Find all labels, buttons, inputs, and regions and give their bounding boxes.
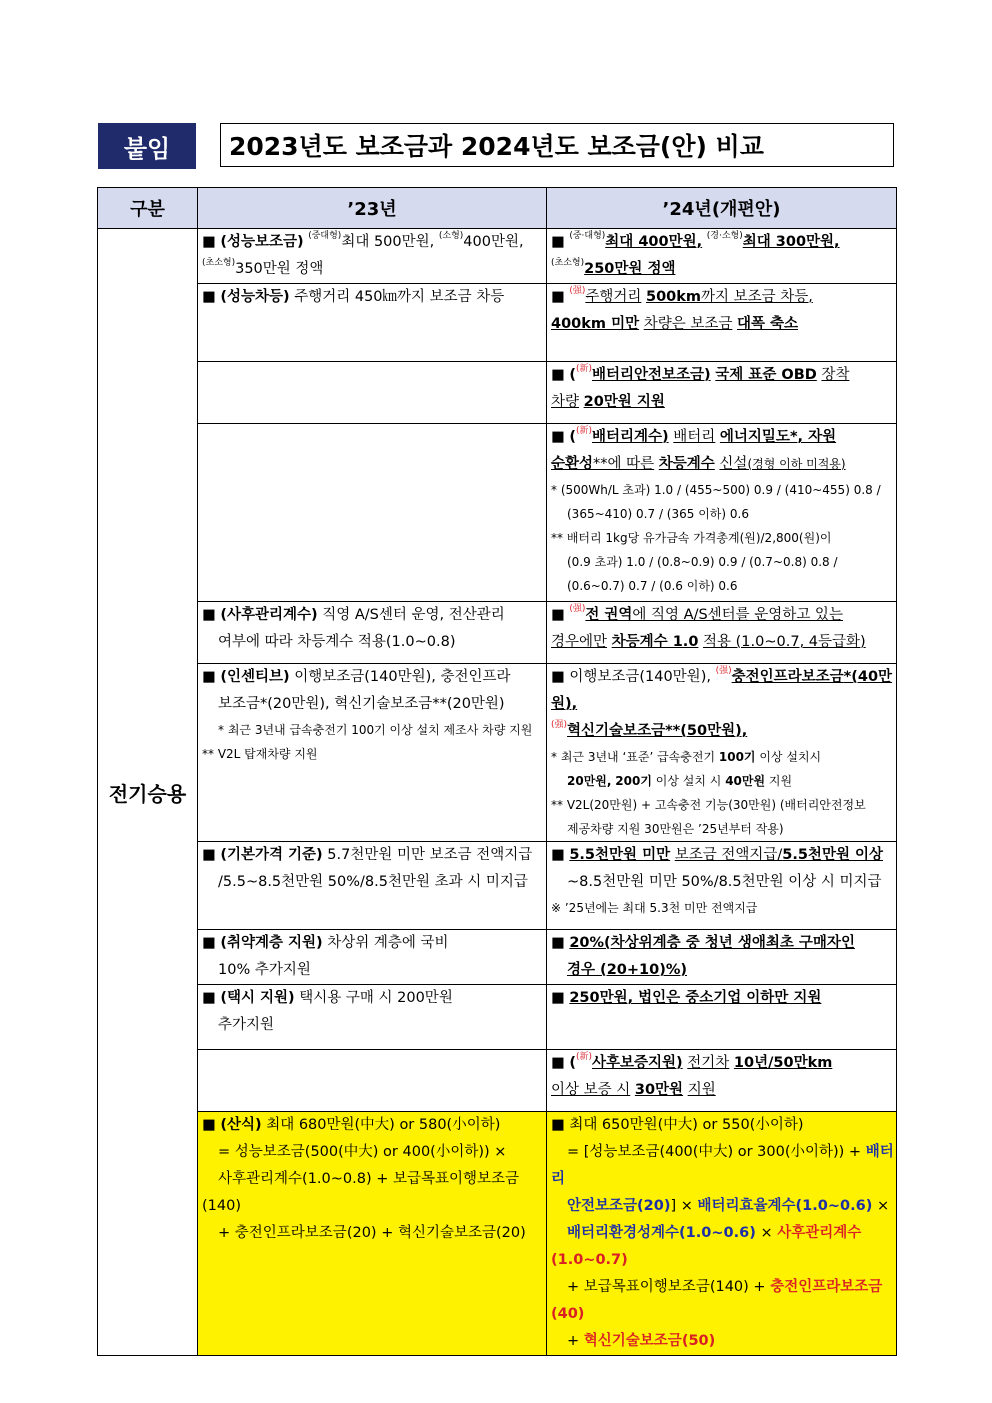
comparison-table (97, 187, 897, 1356)
table-row (98, 362, 897, 424)
cell-2024-performance-diff: ■ $^{(强)}$주행거리 500km까지 보조금 차등, 400km 미만 차량은 보조금 대폭 축소 (547, 284, 897, 362)
attachment-tag: 붙임 (98, 123, 196, 169)
table-row (98, 424, 897, 602)
col-header-category: 구분 (98, 188, 198, 229)
cell-2024-performance-subsidy: ■ $^{(중\cdot 대형)}$최대 400만원, $^{(경\cdot 소형)}$최대 300만원, $^{(초소형)}$250만원 정액 (547, 229, 897, 284)
table-row (98, 985, 897, 1050)
cell-2023-empty (198, 424, 547, 602)
cell-2024-vulnerable: ■ 20%(차상위계층 중 청년 생애최초 구매자인 경우 (20+10)%) (547, 930, 897, 985)
table-row (98, 930, 897, 985)
cell-2024-battery-safety: ■ ($^{(新)}$배터리안전보조금) 국제 표준 OBD 장착 차량 20만원 지원 (547, 362, 897, 424)
cell-2024-taxi: ■ 250만원, 법인은 중소기업 이하만 지원 (547, 985, 897, 1050)
cell-2023-empty (198, 1050, 547, 1112)
table-row (98, 842, 897, 930)
cell-2023-performance-diff: ■ (성능차등) 주행거리 450㎞까지 보조금 차등 (198, 284, 547, 362)
table-row (98, 229, 897, 284)
cell-2023-formula: ■ (산식) 최대 680만원(中大) or 580(小이하) = 성능보조금(500(中大) or 400(小이하)) × 사후관리계수(1.0~0.8) + 보급목표이행보조금(140) + 충전인프라보조금(20) + 혁신기술보조금(20) (198, 1112, 547, 1356)
page-header (98, 123, 896, 169)
table-row (98, 664, 897, 842)
cell-2024-after-service: ■ $^{(强)}$전 권역에 직영 A/S센터를 운영하고 있는 경우에만 차등계수 1.0 적용 (1.0~0.7, 4등급화) (547, 602, 897, 664)
cell-2023-performance-subsidy: ■ (성능보조금) $^{(중대형)}$최대 500만원, $^{(소형)}$400만원, $^{(초소형)}$350만원 정액 (198, 229, 547, 284)
cell-2024-formula: ■ 최대 650만원(中大) or 550(小이하) = [성능보조금(400(中大) or 300(小이하)) + 배터리 안전보조금(20)] × 배터리효율계수(1.0~0.6) × 배터리환경성계수(1.0~0.6) × 사후관리계수(1.0~0.7) + 보급목표이행보조금(140) + 충전인프라보조금(40) + 혁신기술보조금(50) (547, 1112, 897, 1356)
cell-2024-battery-coefficient: ■ ($^{(新)}$배터리계수) 배터리 에너지밀도*, 자원 순환성**에 따른 차등계수 신설(경형 이하 미적용) * (500Wh/L 초과) 1.0 / (455~500) 0.9 / (410~455) 0.8 / (365~410) 0.7 / (365 이하) 0.6 ** 배터리 1kg당 유가금속 가격총계(원)/2,800(원)이 (0.9 초과) 1.0 / (0.8~0.9) 0.9 / (0.7~0.8) 0.8 / (0.6~0.7) 0.7 / (0.6 이하) 0.6 (547, 424, 897, 602)
cell-2024-incentive: ■ 이행보조금(140만원), $^{(强)}$충전인프라보조금*(40만원), $^{(强)}$혁신기술보조금**(50만원), * 최근 3년내 ‘표준’ 급속충전기 100기 이상 설치시 20만원, 200기 이상 설치 시 40만원 지원 ** V2L(20만원) + 고속충전 기능(30만원) (배터리안전정보 제공차량 지원 30만원은 ’25년부터 작용) (547, 664, 897, 842)
col-header-2023: ’23년 (198, 188, 547, 229)
cell-2023-vulnerable: ■ (취약계층 지원) 차상위 계층에 국비 10% 추가지원 (198, 930, 547, 985)
page-title: 2023년도 보조금과 2024년도 보조금(안) 비교 (220, 123, 894, 167)
cell-2024-base-price: ■ 5.5천만원 미만 보조금 전액지급/5.5천만원 이상 ~8.5천만원 미만 50%/8.5천만원 이상 시 미지급 ※ ’25년에는 최대 5.3천 미만 전액지급 (547, 842, 897, 930)
table-row (98, 284, 897, 362)
table-row (98, 1112, 897, 1356)
category-cell: 전기승용 (98, 229, 198, 1356)
cell-2023-incentive: ■ (인센티브) 이행보조금(140만원), 충전인프라 보조금*(20만원), 혁신기술보조금**(20만원) * 최근 3년내 급속충전기 100기 이상 설치 제조사 차량 지원 ** V2L 탑재차량 지원 (198, 664, 547, 842)
cell-2023-base-price: ■ (기본가격 기준) 5.7천만원 미만 보조금 전액지급 /5.5~8.5천만원 50%/8.5천만원 초과 시 미지급 (198, 842, 547, 930)
table-row (98, 602, 897, 664)
col-header-2024: ’24년(개편안) (547, 188, 897, 229)
table-header-row (98, 188, 897, 229)
cell-2023-taxi: ■ (택시 지원) 택시용 구매 시 200만원 추가지원 (198, 985, 547, 1050)
cell-2024-warranty: ■ ($^{(新)}$사후보증지원) 전기차 10년/50만km 이상 보증 시 30만원 지원 (547, 1050, 897, 1112)
cell-2023-empty (198, 362, 547, 424)
cell-2023-after-service: ■ (사후관리계수) 직영 A/S센터 운영, 전산관리 여부에 따라 차등계수 적용(1.0~0.8) (198, 602, 547, 664)
table-row (98, 1050, 897, 1112)
